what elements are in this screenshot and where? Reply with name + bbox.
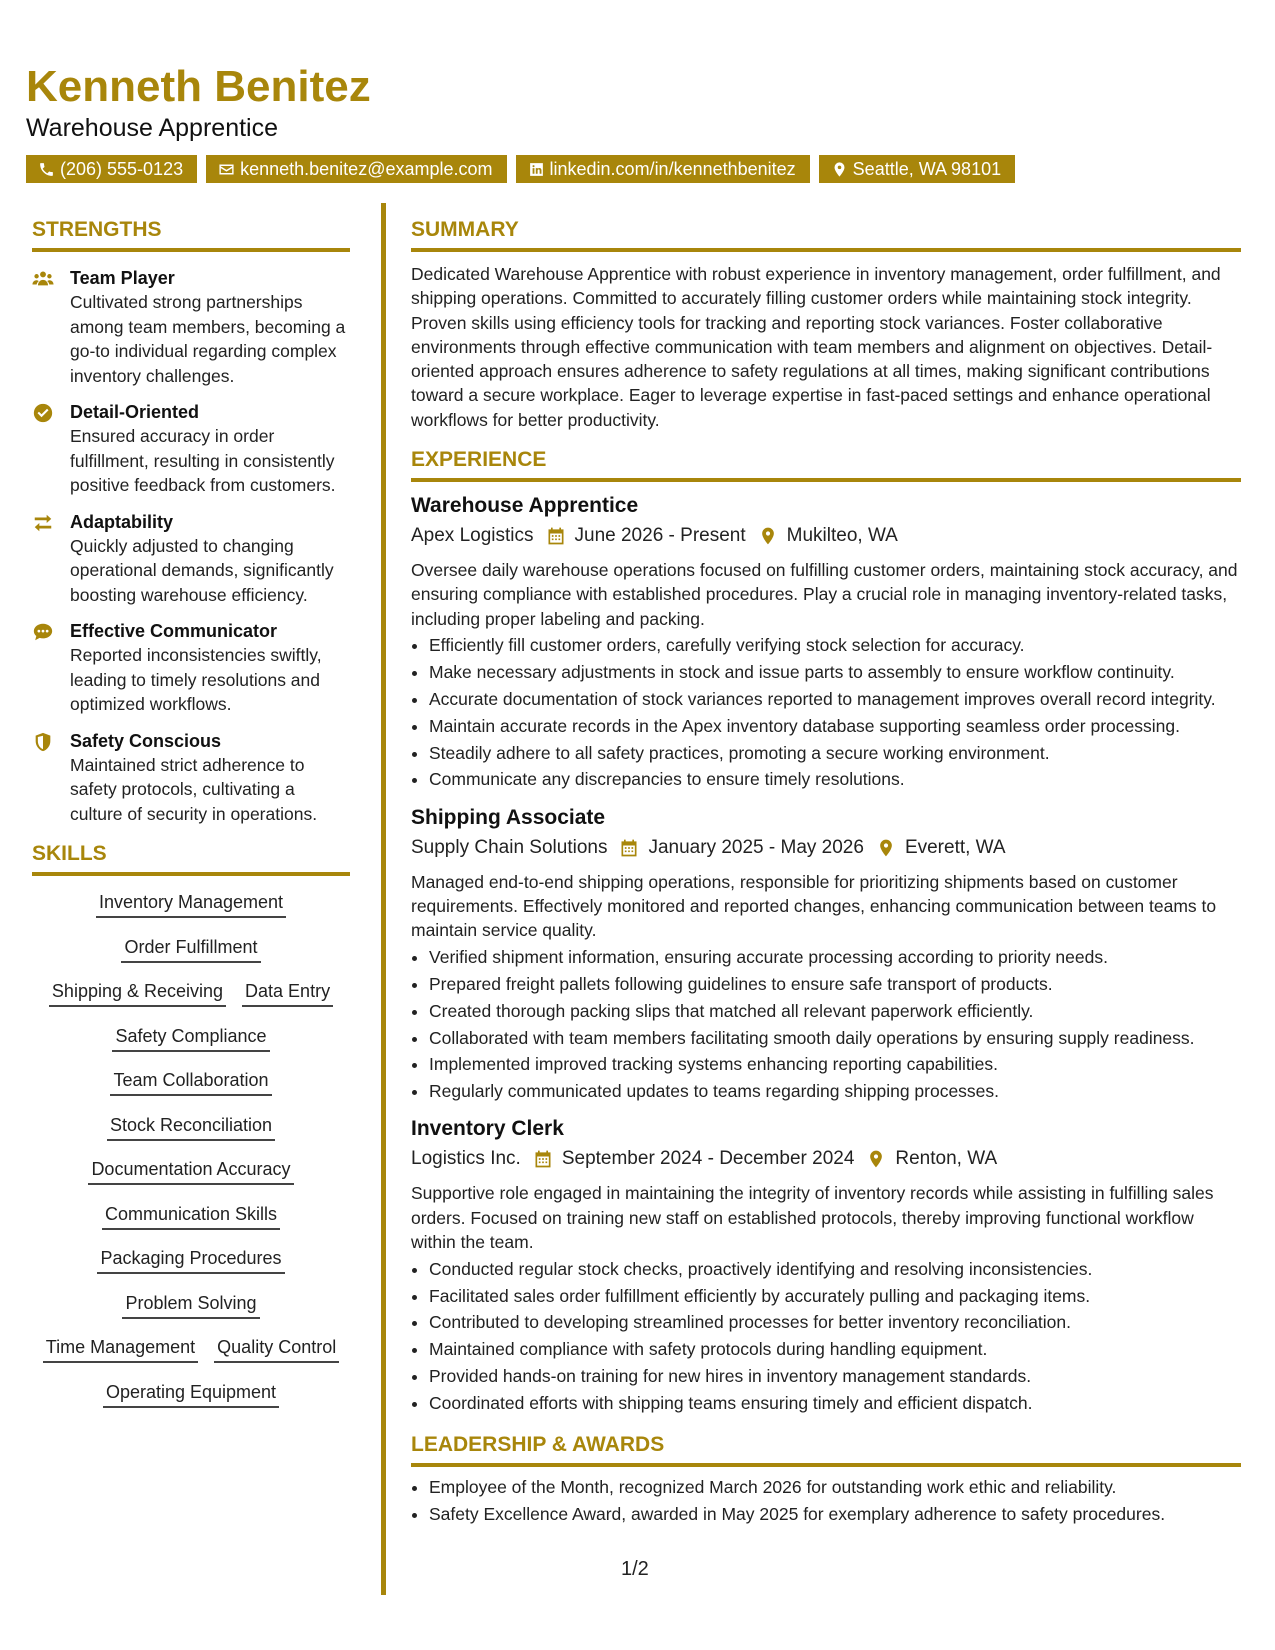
leadership-list <box>411 1475 1241 1526</box>
job-role: Shipping Associate <box>411 805 606 829</box>
skills-heading: SKILLS <box>32 840 350 876</box>
phone-icon <box>38 161 55 178</box>
skill-tag: Operating Equipment <box>103 1380 279 1408</box>
strength-item <box>32 266 350 388</box>
job-description: Supportive role engaged in maintaining the integrity of inventory records while assisting in fulfilling sales orders. Focused on training new staff on established protocols, thereby improving functional workflow within the team. <box>411 1183 1214 1253</box>
list-item: • Provided hands-on training for new hires in inventory management standards. <box>429 1364 1241 1388</box>
strengths-heading: STRENGTHS <box>32 216 350 252</box>
job-role: Warehouse Apprentice <box>411 494 639 518</box>
skill-tag: Problem Solving <box>122 1291 259 1319</box>
comment-dots-icon <box>32 621 54 643</box>
map-pin-icon <box>866 1149 886 1169</box>
job-location: Everett, WA <box>904 836 1006 858</box>
list-item: • Conducted regular stock checks, proactively identifying and resolving inconsistencies. <box>429 1257 1241 1281</box>
list-item: • Prepared freight pallets following guidelines to ensure safe transport of products. <box>429 972 1241 996</box>
job-description: Managed end-to-end shipping operations, responsible for prioritizing shipments based on customer requirements. Effectively monitored and reported changes, enhancing communication between teams to maintain service quality. <box>411 871 1217 941</box>
strength-title: Safety Conscious <box>70 730 222 751</box>
experience-heading: EXPERIENCE <box>411 446 1241 482</box>
candidate-name: Kenneth Benitez <box>26 62 371 111</box>
job-bullets <box>411 633 1241 791</box>
list-item: • Created thorough packing slips that matched all relevant paperwork efficiently. <box>429 999 1241 1023</box>
candidate-title: Warehouse Apprentice <box>26 114 279 142</box>
job-dates: June 2026 - Present <box>574 525 746 547</box>
contact-bar <box>26 155 1249 183</box>
skill-tag: Shipping & Receiving <box>49 979 226 1007</box>
strength-title: Adaptability <box>70 511 174 532</box>
map-pin-icon <box>876 838 896 858</box>
map-pin-icon <box>758 526 778 546</box>
list-item: • Make necessary adjustments in stock and issue parts to assembly to ensure workflow continuity. <box>429 660 1241 684</box>
contact-email-text: kenneth.benitez@example.com <box>240 158 493 179</box>
summary-text: Dedicated Warehouse Apprentice with robust experience in inventory management, order fulfillment, and shipping operations. Committed to accurately filling customer orders while maintaining stock integrity. Proven skills using efficiency tools for tracking and reporting stock variances. Foster collaborative environments through effective communication with team members and alignment on objectives. Detail-oriented approach ensures adherence to safety regulations at all times, making significant contributions toward a secure workplace. Eager to leverage expertise in fast-paced settings and enhance operational workflows for better productivity. <box>411 264 1221 430</box>
list-item: • Efficiently fill customer orders, carefully verifying stock selection for accuracy. <box>429 633 1241 657</box>
job-description: Oversee daily warehouse operations focused on fulfilling customer orders, maintaining stock accuracy, and ensuring compliance with established procedures. Play a crucial role in managing inventory-related tasks, including proper labeling and packing. <box>411 560 1238 629</box>
skill-tag: Safety Compliance <box>112 1024 269 1052</box>
list-item: • Contributed to developing streamlined processes for better inventory reconciliation. <box>429 1310 1241 1334</box>
contact-email[interactable] <box>206 155 506 183</box>
job-bullets <box>411 945 1241 1103</box>
summary-heading: SUMMARY <box>411 216 1241 252</box>
calendar-icon <box>546 526 566 546</box>
list-item: • Accurate documentation of stock variances reported to management improves overall record integrity. <box>429 687 1241 711</box>
list-item: • Steadily adhere to all safety practices, promoting a secure working environment. <box>429 741 1241 765</box>
strength-item <box>32 729 350 827</box>
linkedin-icon <box>528 161 545 178</box>
strength-title: Detail-Oriented <box>70 402 200 422</box>
strength-description: Maintained strict adherence to safety protocols, cultivating a culture of security in operations. <box>70 754 318 824</box>
list-item: • Collaborated with team members facilitating smooth daily operations by ensuring supply readiness. <box>429 1026 1241 1050</box>
strength-item <box>32 510 350 608</box>
job-company: Logistics Inc. <box>411 1148 521 1170</box>
list-item: • Regularly communicated updates to teams regarding shipping processes. <box>429 1079 1241 1103</box>
contact-linkedin[interactable] <box>516 155 810 183</box>
map-pin-icon <box>831 161 848 178</box>
skill-tag: Inventory Management <box>96 890 286 918</box>
strength-item <box>32 619 350 717</box>
page-number: 1/2 <box>621 1558 649 1580</box>
job-entry <box>411 804 1241 1104</box>
job-entry <box>411 1115 1241 1415</box>
list-item: • Communicate any discrepancies to ensure timely resolutions. <box>429 767 1241 791</box>
strength-item <box>32 400 350 498</box>
list-item: • Implemented improved tracking systems enhancing reporting capabilities. <box>429 1052 1241 1076</box>
contact-location-text: Seattle, WA 98101 <box>852 158 1002 179</box>
contact-phone-text: (206) 555-0123 <box>60 158 184 179</box>
skill-tag: Order Fulfillment <box>121 935 260 963</box>
exchange-icon <box>32 512 54 534</box>
left-column <box>32 216 350 1424</box>
list-item: • Coordinated efforts with shipping teams ensuring timely and efficient dispatch. <box>429 1391 1241 1415</box>
job-company: Apex Logistics <box>411 525 534 547</box>
job-location: Renton, WA <box>895 1148 998 1170</box>
check-circle-icon <box>32 402 54 424</box>
leadership-heading: LEADERSHIP & AWARDS <box>411 1431 1241 1467</box>
strength-description: Cultivated strong partnerships among team members, becoming a go-to individual regarding complex inventory challenges. <box>70 292 346 386</box>
list-item: • Safety Excellence Award, awarded in May 2025 for exemplary adherence to safety procedures. <box>429 1502 1241 1526</box>
users-icon <box>32 268 54 290</box>
skill-tag: Documentation Accuracy <box>88 1157 293 1185</box>
calendar-icon <box>619 838 639 858</box>
calendar-icon <box>533 1149 553 1169</box>
job-meta <box>411 522 1241 550</box>
skills-list <box>32 890 350 1424</box>
skill-tag: Time Management <box>43 1335 198 1363</box>
contact-phone[interactable] <box>26 155 197 183</box>
strengths-list <box>32 266 350 826</box>
list-item: • Employee of the Month, recognized March 2026 for outstanding work ethic and reliability. <box>429 1475 1241 1499</box>
column-divider <box>381 203 386 1595</box>
job-role: Inventory Clerk <box>411 1117 564 1141</box>
contact-linkedin-text: linkedin.com/in/kennethbenitez <box>549 158 796 179</box>
list-item: • Facilitated sales order fulfillment efficiently by accurately pulling and packaging items. <box>429 1284 1241 1308</box>
job-dates: September 2024 - December 2024 <box>561 1148 855 1170</box>
strength-title: Effective Communicator <box>70 621 278 641</box>
list-item: • Maintain accurate records in the Apex inventory database supporting seamless order processing. <box>429 714 1241 738</box>
skill-tag: Stock Reconciliation <box>107 1113 275 1141</box>
job-meta <box>411 834 1241 862</box>
strength-description: Reported inconsistencies swiftly, leading to timely resolutions and optimized workflows. <box>70 645 322 714</box>
job-dates: January 2025 - May 2026 <box>648 836 864 858</box>
right-column <box>411 216 1241 1526</box>
job-entry <box>411 492 1241 792</box>
job-bullets <box>411 1257 1241 1415</box>
skill-tag: Data Entry <box>242 979 333 1007</box>
job-location: Mukilteo, WA <box>786 525 898 547</box>
skill-tag: Communication Skills <box>102 1202 280 1230</box>
job-meta <box>411 1145 1241 1173</box>
resume-header <box>26 62 1249 183</box>
shield-icon <box>32 731 54 753</box>
strength-description: Ensured accuracy in order fulfillment, resulting in consistently positive feedback from customers. <box>70 426 336 495</box>
strength-description: Quickly adjusted to changing operational demands, significantly boosting warehouse efficiency. <box>70 535 334 605</box>
job-company: Supply Chain Solutions <box>411 836 608 858</box>
contact-location <box>819 155 1015 183</box>
skill-tag: Quality Control <box>214 1335 339 1363</box>
list-item: • Maintained compliance with safety protocols during handling equipment. <box>429 1337 1241 1361</box>
strength-title: Team Player <box>70 268 175 288</box>
skill-tag: Team Collaboration <box>110 1068 271 1096</box>
skill-tag: Packaging Procedures <box>97 1246 284 1274</box>
list-item: • Verified shipment information, ensuring accurate processing according to priority needs. <box>429 945 1241 969</box>
envelope-icon <box>218 161 235 178</box>
